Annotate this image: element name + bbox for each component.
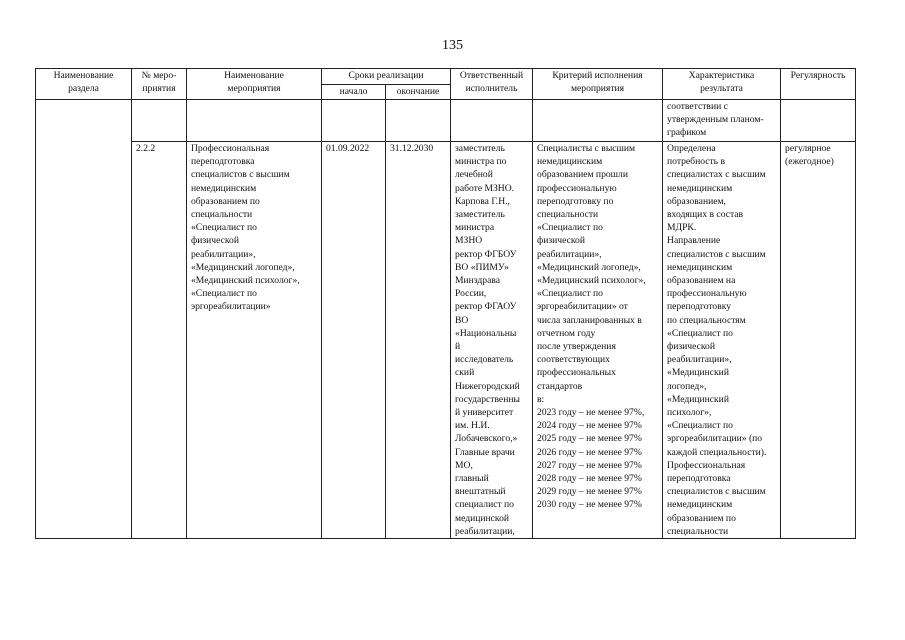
- header-event-number: № меро- приятия: [132, 69, 187, 100]
- table-row: [36, 142, 856, 539]
- cont-responsible-cell: [451, 100, 533, 142]
- cont-regularity-cell: [781, 100, 856, 142]
- cont-start-cell: [322, 100, 386, 142]
- header-responsible: Ответственный исполнитель: [451, 69, 533, 100]
- cont-end-cell: [386, 100, 451, 142]
- cont-event-number-cell: [132, 100, 187, 142]
- header-terms: Сроки реализации: [322, 69, 451, 85]
- continuation-row: [36, 100, 856, 142]
- characteristic-cell: Определена потребность в специалистах с высшим немедицинским образованием, входящих в состав МДРК. Направление специалистов с высшим немедицинским образованием на профессиональную переподготовку по специальностям «Специалист по физической реабилитации», «Медицинский логопед», «Медицинский психолог», «Специалист по эргореабилитации» (по каждой специальности). Профессиональная переподготовка специалистов с высшим немедицинским образованием по специальности: [663, 142, 781, 539]
- start-date-cell: 01.09.2022: [322, 142, 386, 539]
- event-number-cell: 2.2.2: [132, 142, 187, 539]
- regularity-cell: регулярное (ежегодное): [781, 142, 856, 539]
- header-start: начало: [322, 84, 386, 100]
- cont-characteristic-cell: соответствии с утвержденным планом- графиком: [663, 100, 781, 142]
- section-name-cell: [36, 100, 132, 539]
- event-name-cell: Профессиональная переподготовка специалистов с высшим немедицинским образованием по специальности «Специалист по физической реабилитации», «Медицинский логопед», «Медицинский психолог», «Специалист по эргореабилитации»: [187, 142, 322, 539]
- header-event-name: Наименование мероприятия: [187, 69, 322, 100]
- header-section-name: Наименование раздела: [36, 69, 132, 100]
- cont-event-name-cell: [187, 100, 322, 142]
- end-date-cell: 31.12.2030: [386, 142, 451, 539]
- criterion-cell: Специалисты с высшим немедицинским образованием прошли профессиональную переподготовку по специальности «Специалист по физической реабилитации», «Медицинский логопед», «Медицинский психолог», «Специалист по эргореабилитации» от числа запланированных в отчетном году после утверждения соответствующих профессиональных стандартов в: 2023 году – не менее 97%, 2024 году – не менее 97% 2025 году – не менее 97% 2026 году – не менее 97% 2027 году – не менее 97% 2028 году – не менее 97% 2029 году – не менее 97% 2030 году – не менее 97%: [533, 142, 663, 539]
- page-number: 135: [442, 38, 463, 53]
- plan-table: [35, 68, 856, 539]
- header-end: окончание: [386, 84, 451, 100]
- responsible-cell: заместитель министра по лечебной работе МЗНО. Карпова Г.Н., заместитель министра МЗНО ректор ФГБОУ ВО «ПИМУ» Минздрава России, ректор ФГАОУ ВО «Национальны й исследователь ский Нижегородский государственны й университет им. Н.И. Лобачевского,» Главные врачи МО, главный внештатный специалист по медицинской реабилитации,: [451, 142, 533, 539]
- header-regularity: Регулярность: [781, 69, 856, 100]
- header-row-top: [36, 69, 856, 85]
- header-criterion: Критерий исполнения мероприятия: [533, 69, 663, 100]
- cont-criterion-cell: [533, 100, 663, 142]
- header-characteristic: Характеристика результата: [663, 69, 781, 100]
